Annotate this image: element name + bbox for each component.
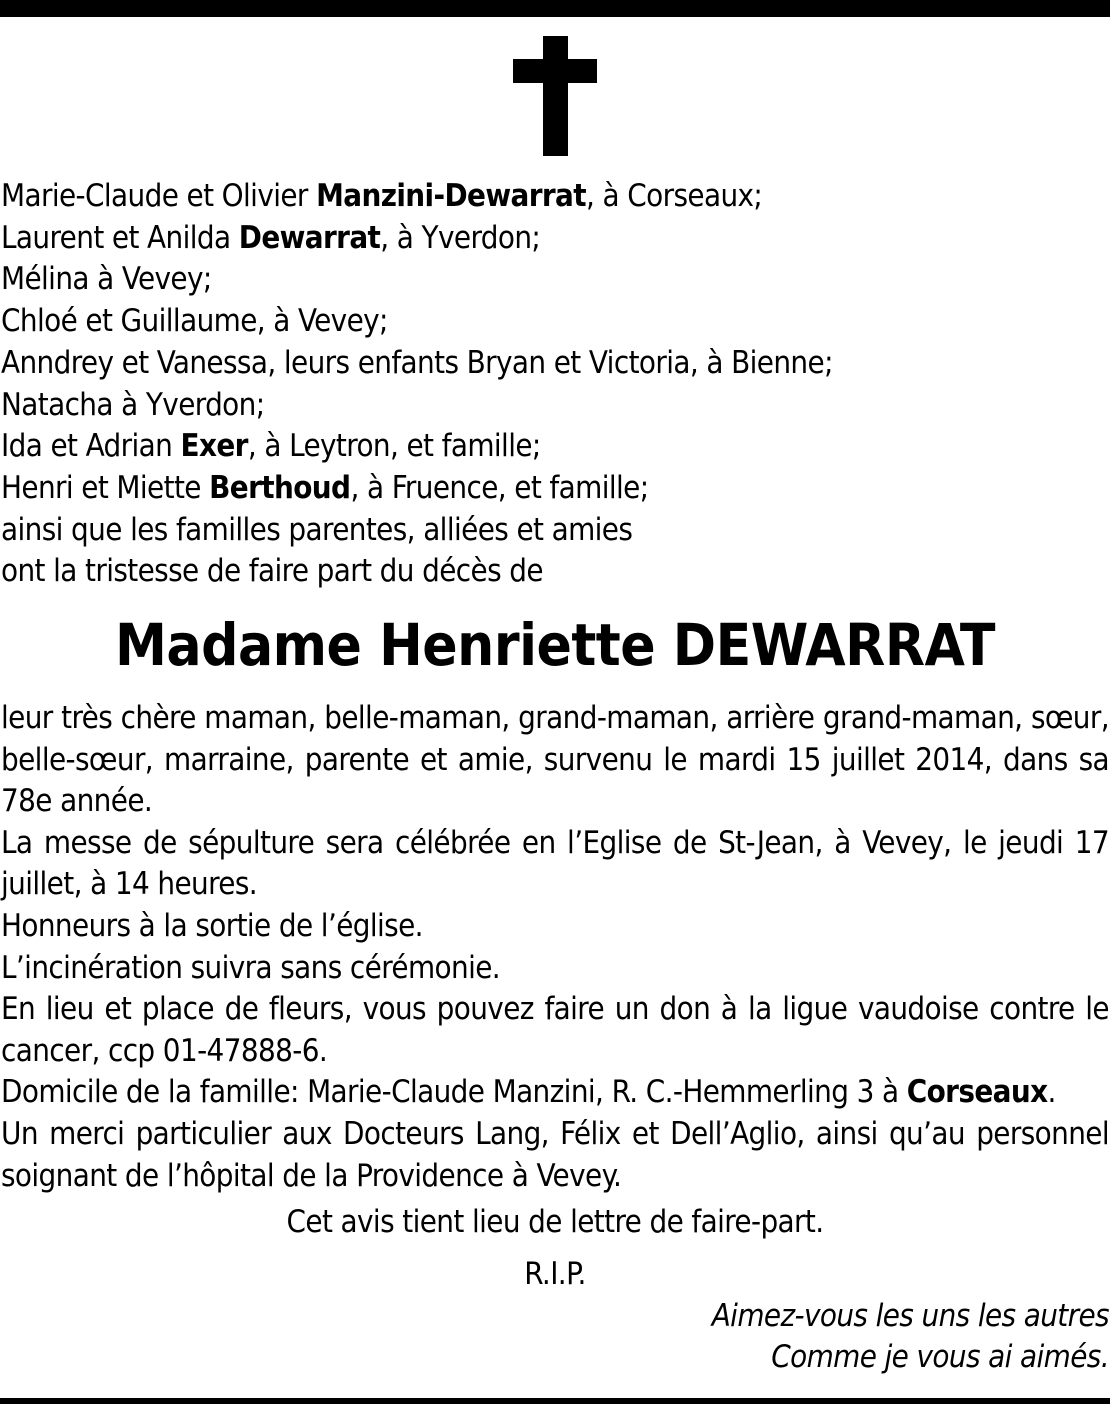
family-line: Mélina à Vevey;	[1, 261, 212, 298]
closing-verse	[712, 1296, 1109, 1378]
family-line: Chloé et Guillaume, à Vevey;	[1, 303, 388, 340]
top-border	[0, 0, 1110, 17]
family-line: Natacha à Yverdon;	[1, 386, 265, 423]
verse-line: Comme je vous ai aimés.	[771, 1339, 1109, 1375]
family-line: ainsi que les familles parentes, alliées et amies	[1, 511, 633, 548]
verse-line: Aimez-vous les uns les autres	[711, 1298, 1109, 1334]
paragraph: En lieu et place de fleurs, vous pouvez faire un don à la ligue vaudoise contre le cancer, ccp 01-47888-6.	[1, 991, 1109, 1069]
cross-icon	[513, 36, 597, 156]
paragraph: Un merci particulier aux Docteurs Lang, Félix et Dell’Aglio, ainsi qu’au personnel soignant de l’hôpital de la Providence à Vevey.	[1, 1115, 1109, 1194]
family-line: Henri et Miette Berthoud, à Fruence, et famille;	[1, 469, 649, 506]
notice-statement: Cet avis tient lieu de lettre de faire-part.	[286, 1204, 824, 1240]
family-line: Marie-Claude et Olivier Manzini-Dewarrat, à Corseaux;	[1, 178, 763, 214]
family-line: Anndrey et Vanessa, leurs enfants Bryan et Victoria, à Bienne;	[1, 344, 833, 381]
paragraph: La messe de sépulture sera célébrée en l’Eglise de St-Jean, à Vevey, le jeudi 17 juillet, à 14 heures.	[1, 824, 1109, 903]
paragraph: leur très chère maman, belle-maman, grand-maman, arrière grand-maman, sœur, belle-sœur, marraine, parente et amie, survenu le mardi 15 juillet 2014, dans sa 78e année.	[1, 700, 1109, 820]
bottom-border	[0, 1398, 1110, 1404]
paragraph: Domicile de la famille: Marie-Claude Manzini, R. C.-Hemmerling 3 à Corseaux.	[1, 1074, 1056, 1111]
family-line: ont la tristesse de faire part du décès de	[1, 553, 543, 590]
rip-text: R.I.P.	[524, 1256, 586, 1292]
notice-body	[1, 698, 1109, 1197]
family-line: Ida et Adrian Exer, à Leytron, et famille;	[1, 428, 541, 465]
paragraph: Honneurs à la sortie de l’église.	[1, 907, 423, 944]
deceased-name: Madame Henriette DEWARRAT	[114, 611, 995, 679]
family-line: Laurent et Anilda Dewarrat, à Yverdon;	[1, 219, 541, 256]
paragraph: L’incinération suivra sans cérémonie.	[1, 949, 501, 986]
family-list	[1, 176, 1106, 593]
